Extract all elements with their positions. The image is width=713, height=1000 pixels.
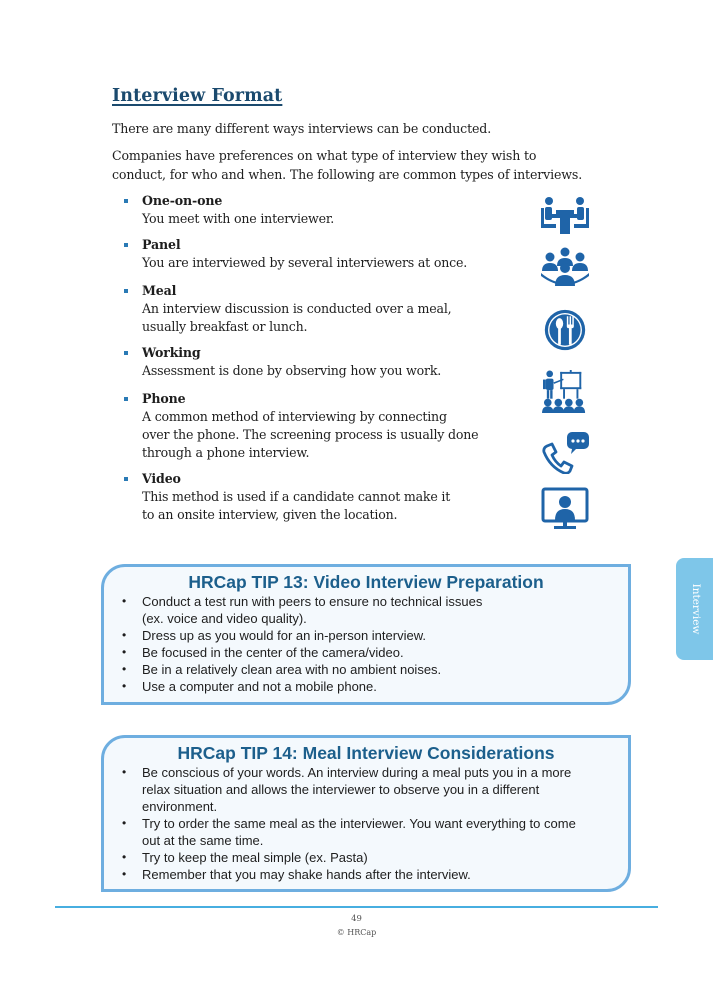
tip-line: • Dress up as you would for an in-person interview. <box>142 628 426 643</box>
tip-line: • Try to keep the meal simple (ex. Pasta) <box>142 850 368 865</box>
type-name: Meal <box>142 283 177 298</box>
description-line: Assessment is done by observing how you work. <box>142 363 442 378</box>
tip-item <box>120 644 628 661</box>
panel-group-icon <box>541 246 589 290</box>
type-description <box>142 408 522 462</box>
page-title: Interview Format <box>112 86 283 106</box>
tip-line: • Remember that you may shake hands after the interview. <box>142 867 471 882</box>
tip-item <box>120 849 628 866</box>
intro-line: Companies have preferences on what type of interview they wish to <box>112 148 537 163</box>
tip-box-video-interview <box>101 564 631 705</box>
side-tab-interview[interactable] <box>676 558 713 660</box>
description-line: through a phone interview. <box>142 445 310 460</box>
type-name: Video <box>142 471 181 486</box>
description-line: over the phone. The screening process is usually done <box>142 427 479 442</box>
tip-line: • Try to order the same meal as the interviewer. You want everything to come <box>142 816 576 831</box>
square-bullet-icon <box>124 243 128 247</box>
square-bullet-icon <box>124 397 128 401</box>
tip-line: (ex. voice and video quality). <box>142 611 307 626</box>
tip-item <box>120 866 628 883</box>
type-name: One-on-one <box>142 193 223 208</box>
type-description <box>142 300 522 336</box>
phone-chat-icon <box>541 430 589 474</box>
intro-line: conduct, for who and when. The following are common types of interviews. <box>112 167 583 182</box>
description-line: usually breakfast or lunch. <box>142 319 308 334</box>
description-line: An interview discussion is conducted over a meal, <box>142 301 452 316</box>
square-bullet-icon <box>124 477 128 481</box>
copyright: © HRCap <box>336 928 377 937</box>
tip-list <box>104 764 628 883</box>
intro-paragraph-1 <box>112 119 632 138</box>
type-name: Working <box>142 345 201 360</box>
type-description <box>142 488 522 524</box>
tip-item <box>120 661 628 678</box>
tip-line: • Be conscious of your words. An interview during a meal puts you in a more <box>142 765 572 780</box>
meal-plate-icon <box>541 308 589 352</box>
tip-title: HRCap TIP 14: Meal Interview Considerations <box>177 743 555 763</box>
description-line: This method is used if a candidate cannot make it <box>142 489 451 504</box>
presentation-audience-icon <box>541 370 589 414</box>
tip-line: out at the same time. <box>142 833 264 848</box>
description-line: to an onsite interview, given the location. <box>142 507 398 522</box>
tip-line: • Be focused in the center of the camera/video. <box>142 645 404 660</box>
tip-line: environment. <box>142 799 218 814</box>
tip-item <box>120 764 628 815</box>
footer-divider <box>55 906 658 908</box>
tip-title: HRCap TIP 13: Video Interview Preparation <box>188 572 544 592</box>
tip-line: • Use a computer and not a mobile phone. <box>142 679 377 694</box>
intro-line: There are many different ways interviews can be conducted. <box>112 121 492 136</box>
tip-list <box>104 593 628 695</box>
type-name: Phone <box>142 391 186 406</box>
tip-line: • Conduct a test run with peers to ensure no technical issues <box>142 594 483 609</box>
intro-paragraph-2 <box>112 146 632 184</box>
description-line: You are interviewed by several interviewers at once. <box>142 255 468 270</box>
tip-item <box>120 627 628 644</box>
side-tab-label: Interview <box>690 583 702 635</box>
type-description <box>142 210 522 228</box>
page-number: 49 <box>351 914 362 924</box>
video-monitor-icon <box>541 487 589 531</box>
tip-line: • Be in a relatively clean area with no ambient noises. <box>142 662 442 677</box>
tip-item <box>120 815 628 849</box>
description-line: You meet with one interviewer. <box>142 211 335 226</box>
square-bullet-icon <box>124 289 128 293</box>
one-on-one-meeting-icon <box>541 196 589 240</box>
tip-item <box>120 678 628 695</box>
square-bullet-icon <box>124 351 128 355</box>
square-bullet-icon <box>124 199 128 203</box>
tip-box-meal-interview <box>101 735 631 892</box>
type-description <box>142 254 522 272</box>
tip-line: relax situation and allows the interviewer to observe you in a different <box>142 782 540 797</box>
type-description <box>142 362 522 380</box>
type-name: Panel <box>142 237 181 252</box>
description-line: A common method of interviewing by connecting <box>142 409 447 424</box>
tip-item <box>120 593 628 627</box>
